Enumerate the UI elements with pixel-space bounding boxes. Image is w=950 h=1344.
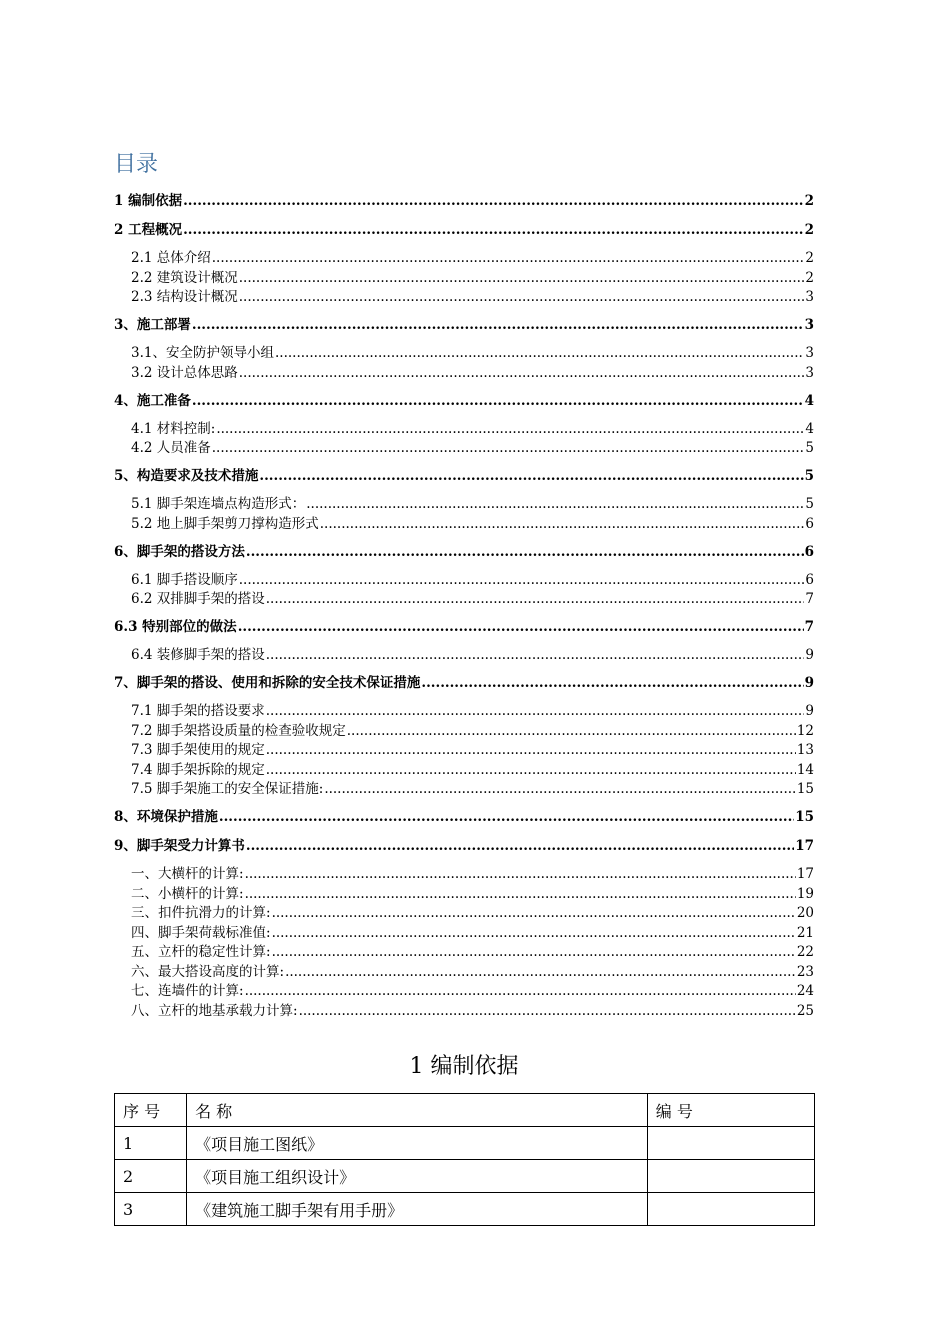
toc-entry-text: 7.4 脚手架拆除的规定 <box>131 761 265 778</box>
toc-entry-text: 7.3 脚手架使用的规定 <box>131 742 265 758</box>
toc-entry-page: 9 <box>804 675 814 691</box>
toc-leader-dots <box>259 467 803 485</box>
toc-entry-text: 7.5 脚手架施工的安全保证措施: <box>131 781 324 797</box>
toc-entry[interactable] <box>114 674 814 692</box>
toc-entry[interactable] <box>114 364 814 382</box>
table-row <box>115 1160 815 1193</box>
toc-entry-page: 2 <box>805 250 814 266</box>
cell-name: 《项目施工组织设计》 <box>187 1160 648 1193</box>
toc-entry[interactable] <box>114 761 814 779</box>
toc-entry-text: 5.2 地上脚手架剪刀撑构造形式 <box>131 515 319 532</box>
toc-entry[interactable] <box>114 467 814 485</box>
toc-entry[interactable] <box>114 420 814 438</box>
section-title: 1 编制依据 <box>409 1054 519 1079</box>
toc-entry-page: 24 <box>796 983 814 999</box>
toc-entry-page: 7 <box>804 619 814 635</box>
toc-leader-dots <box>245 982 796 1000</box>
toc-leader-dots <box>245 865 796 883</box>
toc-entry-page: 7 <box>805 591 814 607</box>
toc-entry-page: 15 <box>795 809 814 825</box>
toc-leader-dots <box>266 741 796 759</box>
toc-entry-page: 3 <box>805 289 814 305</box>
toc-entry-page: 17 <box>796 866 814 882</box>
toc-entry[interactable] <box>114 495 814 513</box>
cell-code <box>647 1127 814 1160</box>
toc-leader-dots <box>239 571 805 589</box>
toc-entry[interactable] <box>114 221 814 239</box>
toc-entry-page: 12 <box>796 722 814 739</box>
toc-entry-page: 25 <box>796 1002 814 1019</box>
toc-entry-text: 6.1 脚手搭设顺序 <box>131 571 238 588</box>
toc-entry-page: 4 <box>805 420 814 437</box>
toc-entry[interactable] <box>114 865 814 883</box>
toc-entry-text: 6、脚手架的搭设方法 <box>114 543 245 560</box>
toc-entry[interactable] <box>114 837 814 855</box>
toc-entry-text: 4、施工准备 <box>114 392 191 409</box>
toc-leader-dots <box>246 837 794 855</box>
table-row <box>115 1127 815 1160</box>
toc-leader-dots <box>320 515 805 533</box>
table-header-row <box>115 1094 815 1127</box>
toc-entry-page: 2 <box>804 193 814 209</box>
toc-entry[interactable] <box>114 316 814 334</box>
toc-leader-dots <box>266 590 805 608</box>
toc-entry-page: 17 <box>795 838 814 854</box>
toc-entry-page: 6 <box>805 515 814 532</box>
toc-entry-page: 6 <box>804 543 814 560</box>
toc-entry-text: 7.1 脚手架的搭设要求 <box>131 703 265 719</box>
toc-leader-dots <box>245 885 796 903</box>
toc-leader-dots <box>216 420 804 438</box>
toc-entry-page: 5 <box>804 468 814 484</box>
toc-entry[interactable] <box>114 1002 814 1020</box>
toc-entry[interactable] <box>114 590 814 608</box>
toc-leader-dots <box>324 780 796 798</box>
cell-seq: 1 <box>115 1127 187 1160</box>
toc-entry[interactable] <box>114 344 814 362</box>
toc-leader-dots <box>272 904 796 922</box>
header-name: 名 称 <box>187 1094 648 1127</box>
toc-entry-text: 7.2 脚手架搭设质量的检查验收规定 <box>131 722 346 739</box>
toc-leader-dots <box>421 674 803 692</box>
toc-entry-text: 2.2 建筑设计概况 <box>131 269 238 286</box>
toc-entry-page: 3 <box>805 345 814 361</box>
toc-leader-dots <box>238 618 804 636</box>
toc-entry[interactable] <box>114 439 814 457</box>
toc-entry-text: 5、构造要求及技术措施 <box>114 468 259 484</box>
toc-entry-text: 四、脚手架荷载标准值: <box>131 924 271 941</box>
toc-leader-dots <box>266 702 805 720</box>
toc-entry-page: 21 <box>796 924 814 941</box>
toc-entry-text: 4.1 材料控制: <box>131 420 216 437</box>
toc-entry-page: 2 <box>805 269 814 286</box>
toc-entry-text: 二、小横杆的计算: <box>131 885 244 902</box>
toc-leader-dots <box>285 963 796 981</box>
toc-entry-text: 八、立杆的地基承载力计算: <box>131 1002 298 1019</box>
toc-entry-text: 一、大横杆的计算: <box>131 866 244 882</box>
toc-entry-page: 6 <box>805 571 814 588</box>
toc-entry-page: 19 <box>796 885 814 902</box>
toc-entry[interactable] <box>114 618 814 636</box>
toc-leader-dots <box>192 392 804 410</box>
toc-entry-text: 七、连墙件的计算: <box>131 983 244 999</box>
toc-entry[interactable] <box>114 192 814 210</box>
toc-leader-dots <box>239 269 805 287</box>
cell-code <box>647 1193 814 1226</box>
toc-entry[interactable] <box>114 924 814 942</box>
toc-leader-dots <box>239 364 805 382</box>
toc-entry-text: 6.4 装修脚手架的搭设 <box>131 647 265 663</box>
toc-entry-page: 5 <box>805 440 814 456</box>
toc-entry-page: 13 <box>796 742 814 758</box>
toc-entry[interactable] <box>114 702 814 720</box>
toc-entry-page: 2 <box>804 222 814 238</box>
toc-entry[interactable] <box>114 543 814 561</box>
toc-leader-dots <box>239 288 805 306</box>
cell-code <box>647 1160 814 1193</box>
toc-entry-text: 6.2 双排脚手架的搭设 <box>131 591 265 607</box>
toc-entry-text: 3、施工部署 <box>114 317 191 333</box>
header-seq: 序 号 <box>115 1094 187 1127</box>
toc-entry-text: 5.1 脚手架连墙点构造形式： <box>131 496 306 512</box>
toc-entry[interactable] <box>114 963 814 981</box>
toc-entry[interactable] <box>114 808 814 826</box>
toc-leader-dots <box>212 249 805 267</box>
toc-entry[interactable] <box>114 515 814 533</box>
toc-entry[interactable] <box>114 885 814 903</box>
toc-entry-text: 7、脚手架的搭设、使用和拆除的安全技术保证措施 <box>114 675 421 691</box>
toc-leader-dots <box>266 646 805 664</box>
toc-leader-dots <box>272 924 796 942</box>
toc-entry-text: 8、环境保护措施 <box>114 809 218 825</box>
toc-entry[interactable] <box>114 722 814 740</box>
toc-entry[interactable] <box>114 904 814 922</box>
toc-entry-page: 15 <box>796 781 814 797</box>
toc-entry-text: 五、立杆的稳定性计算: <box>131 944 271 960</box>
toc-entry-page: 3 <box>805 364 814 381</box>
toc-entry[interactable] <box>114 392 814 410</box>
toc-entry-page: 4 <box>804 392 814 409</box>
toc-entry-page: 9 <box>805 647 814 663</box>
toc-leader-dots <box>347 722 796 740</box>
toc-entry-text: 9、脚手架受力计算书 <box>114 838 245 854</box>
toc-leader-dots <box>192 316 804 334</box>
toc-entry[interactable] <box>114 943 814 961</box>
cell-name: 《项目施工图纸》 <box>187 1127 648 1160</box>
toc-leader-dots <box>212 439 805 457</box>
toc-entry-text: 六、最大搭设高度的计算: <box>131 963 285 980</box>
toc-leader-dots <box>183 221 804 239</box>
toc-entry-page: 3 <box>804 317 814 333</box>
toc-entry[interactable] <box>114 741 814 759</box>
toc-leader-dots <box>183 192 804 210</box>
toc-leader-dots <box>219 808 794 826</box>
toc-entry-text: 三、扣件抗滑力的计算: <box>131 905 271 921</box>
toc-entry[interactable] <box>114 269 814 287</box>
toc-entry-page: 20 <box>796 905 814 921</box>
toc-entry[interactable] <box>114 646 814 664</box>
cell-name: 《建筑施工脚手架有用手册》 <box>187 1193 648 1226</box>
toc-entry[interactable] <box>114 780 814 798</box>
toc-entry[interactable] <box>114 288 814 306</box>
cell-seq: 3 <box>115 1193 187 1226</box>
table-row <box>115 1193 815 1226</box>
toc-entry-page: 23 <box>796 963 814 980</box>
toc-entry-text: 2 工程概况 <box>114 222 183 238</box>
toc-entry-text: 4.2 人员准备 <box>131 440 211 456</box>
toc-leader-dots <box>246 543 804 561</box>
toc-entry-text: 3.2 设计总体思路 <box>131 364 238 381</box>
toc-entry[interactable] <box>114 571 814 589</box>
toc-entry-page: 5 <box>805 496 814 512</box>
toc-entry-text: 2.1 总体介绍 <box>131 250 211 266</box>
toc-entry-page: 14 <box>796 761 814 778</box>
toc-leader-dots <box>266 761 796 779</box>
toc-title: 目录 <box>114 152 159 177</box>
header-code: 编 号 <box>647 1094 814 1127</box>
toc-entry-text: 1 编制依据 <box>114 193 183 209</box>
toc-leader-dots <box>275 344 804 362</box>
reference-table <box>114 1093 815 1226</box>
cell-seq: 2 <box>115 1160 187 1193</box>
toc-entry-text: 6.3 特别部位的做法 <box>114 619 237 635</box>
toc-leader-dots <box>299 1002 796 1020</box>
toc-entry[interactable] <box>114 982 814 1000</box>
toc-entry-page: 22 <box>796 944 814 960</box>
toc-leader-dots <box>306 495 804 513</box>
toc-entry-text: 3.1、安全防护领导小组 <box>131 345 274 361</box>
toc-entry-text: 2.3 结构设计概况 <box>131 289 238 305</box>
toc-entry[interactable] <box>114 249 814 267</box>
toc-leader-dots <box>272 943 796 961</box>
toc-entry-page: 9 <box>805 703 814 719</box>
